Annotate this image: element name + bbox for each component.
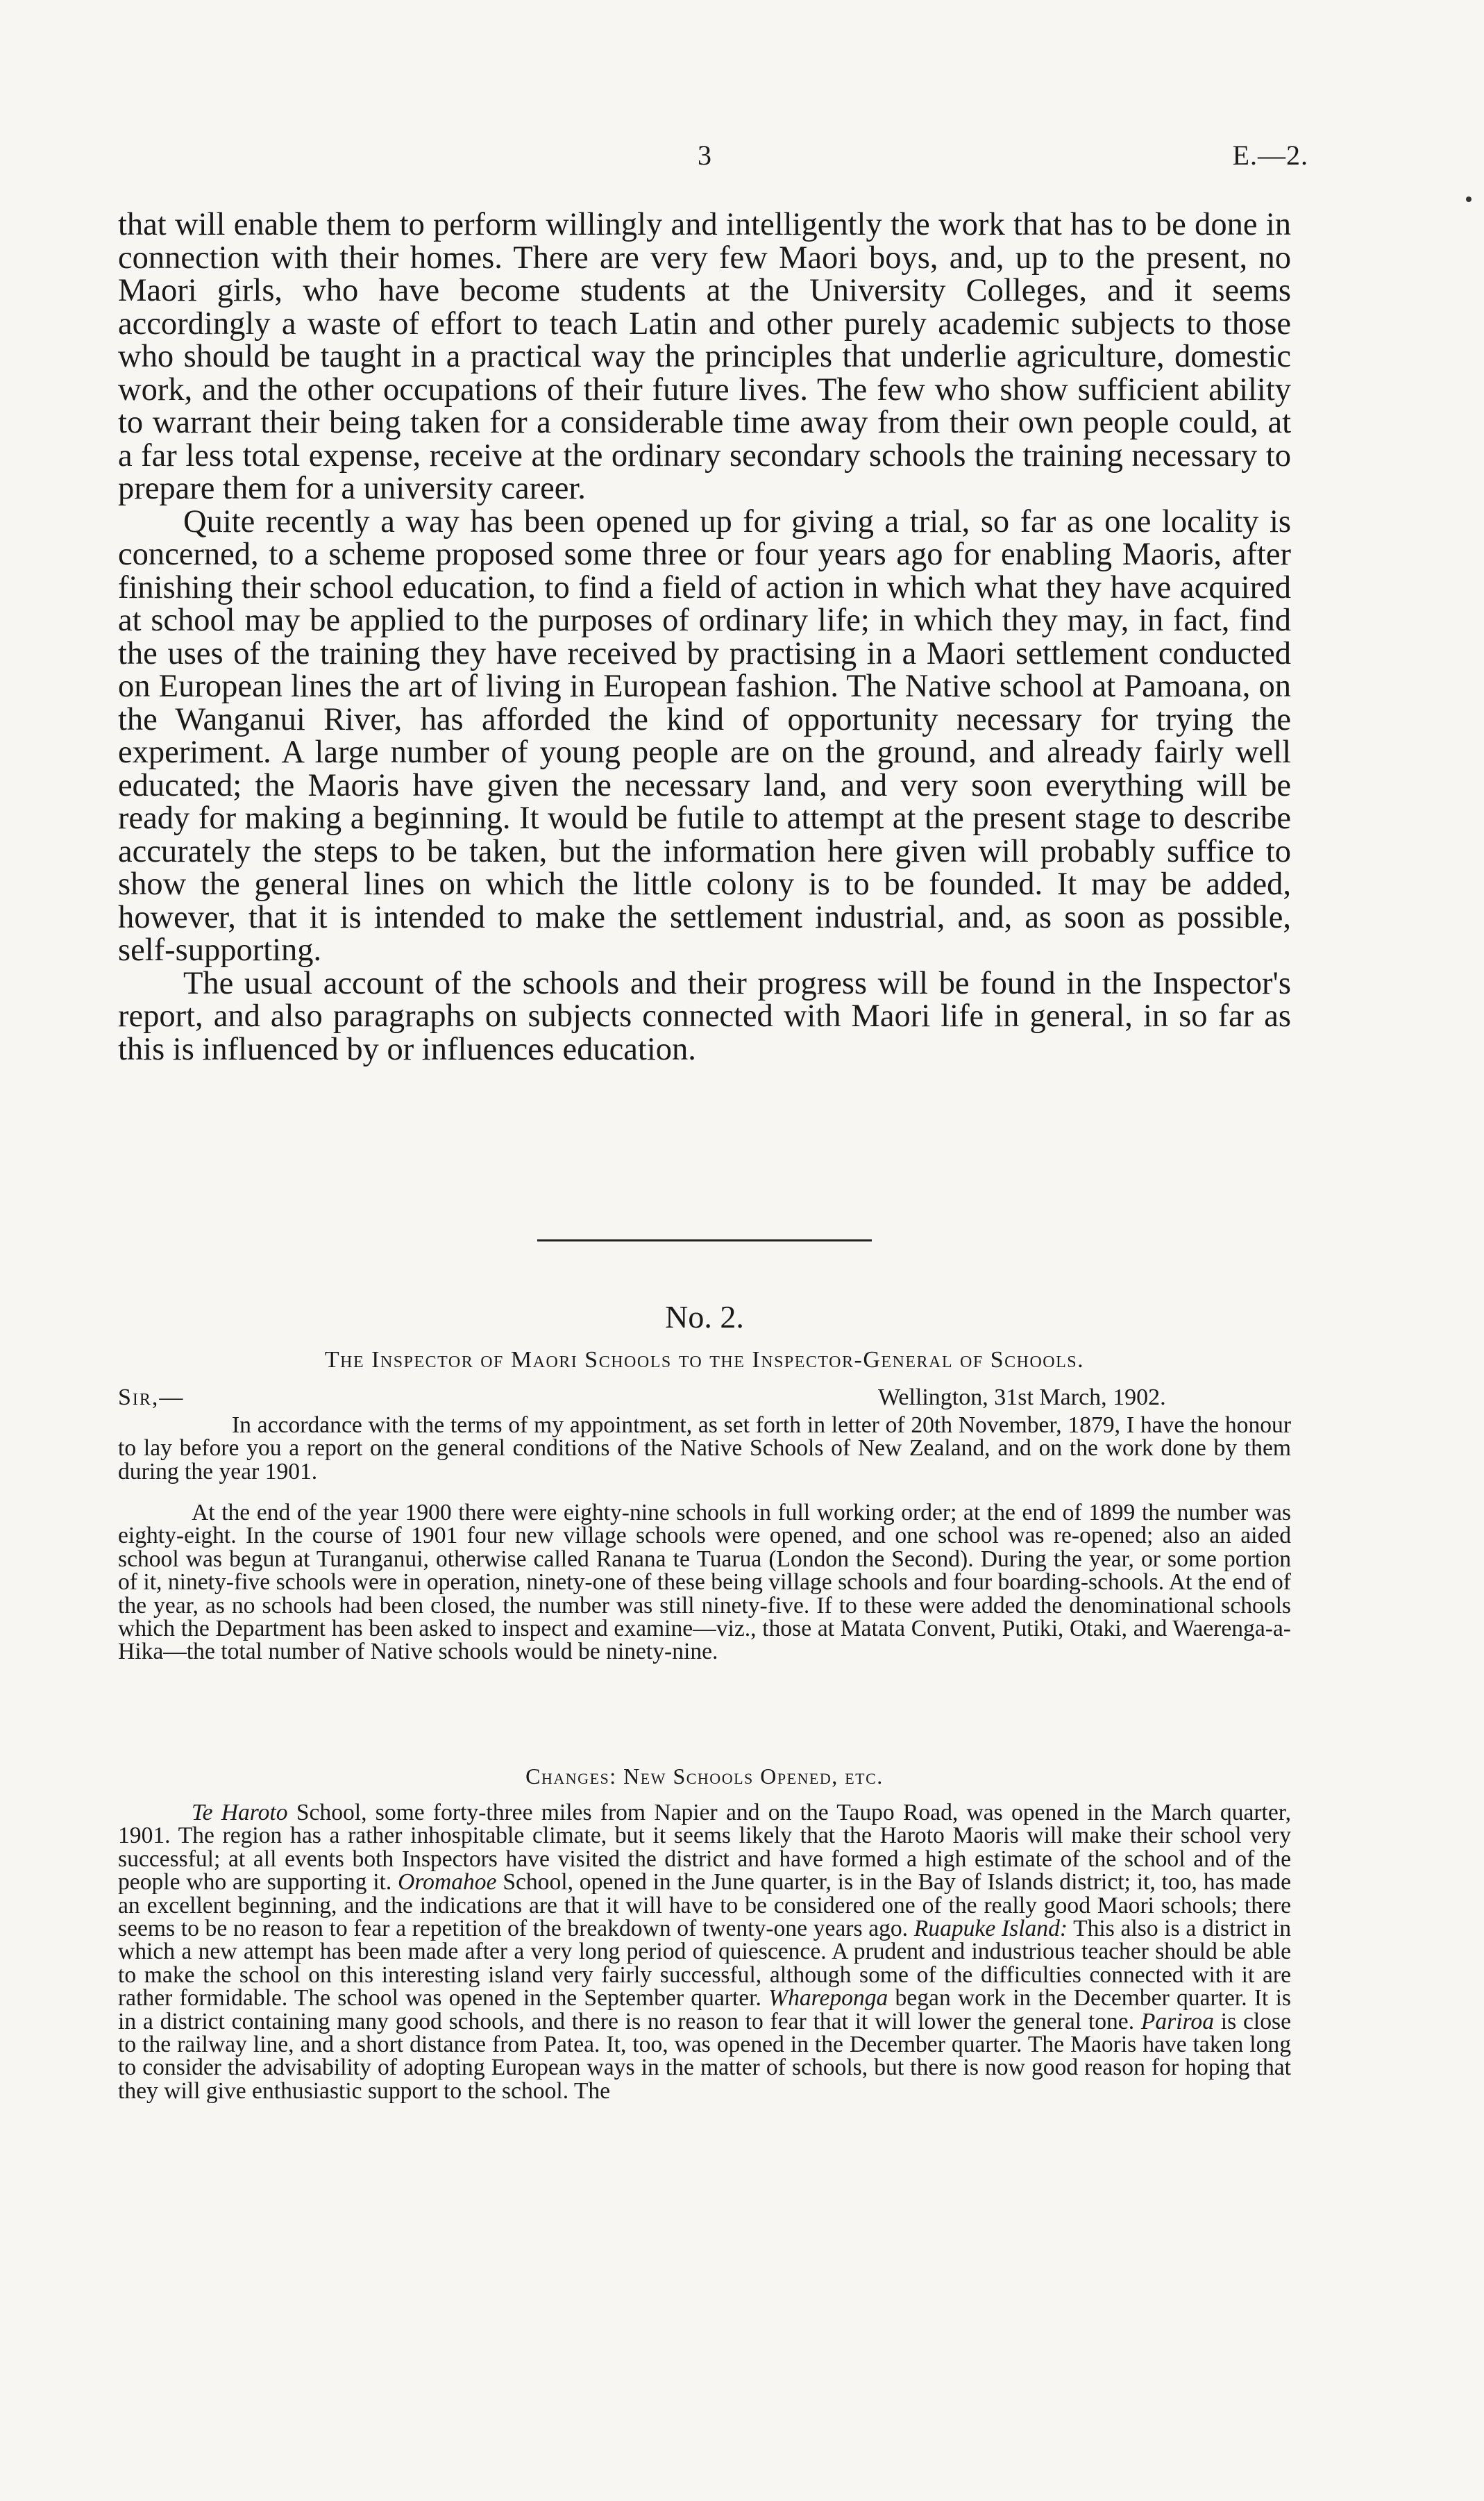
dateline: Wellington, 31st March, 1902. [878,1385,1166,1410]
changes-text-1: School, some forty-three miles from Napier and on the Taupo Road, was opened in the March quarter, 1901. The region has a rather inhospitable climate, but it seems likely that the Haroto Maoris will make their school very successful; at all events both Inspectors have visited the district and have formed a high estimate of the school and of the people who are supporting it. [118,1800,1291,1896]
changes-text-2: School, opened in the June quarter, is in the Bay of Islands district; it, too, has made an excellent beginning, and the indications are that it will have to be considered one of the really good Maori schools; there seems to be no reason to fear a repetition of the breakdown of twenty-one years ago. [118,1869,1291,1942]
salutation: Sir,— [118,1385,185,1410]
margin-speck [1466,196,1472,202]
document-page [118,0,1308,2104]
intro-paragraph-3: The usual account of the schools and their progress will be found in the Inspector's report, and also paragraphs on subjects connected with Maori life in general, in so far as this is influenced by or influences education. [118,965,1291,1067]
intro-paragraph-1: that will enable them to perform willingly and intelligently the work that has to be done in connection with their homes. There are very few Maori boys, and, up to the present, no Maori girls, who have become students at the University Colleges, and it seems accordingly a waste of effort to teach Latin and other purely academic subjects to those who should be taught in a practical way the principles that underlie agriculture, domestic work, and the other occupations of their future lives. The few who show sufficient ability to warrant their being taken for a considerable time away from their own people could, at a far less total expense, receive at the ordinary secondary schools the training necessary to prepare them for a university career. [118,207,1291,506]
changes-heading: Changes: New Schools Opened, etc. [525,1764,884,1789]
letter-paragraph-block-1 [118,1414,1291,1483]
letter-header [118,1385,1291,1412]
intro-paragraph-2: Quite recently a way has been opened up for giving a trial, so far as one locality is concerned, to a scheme proposed some three or four years ago for enabling Maoris, after finishing their school education, to find a field of action in which what they have acquired at school may be applied to the purposes of ordinary life; in which they may, in fact, find the uses of the training they have received by practising in a Maori settlement conducted on European lines the art of living in European fashion. The Native school at Pamoana, on the Wanganui River, has afforded the kind of opportunity necessary for trying the experiment. A large number of young people are on the ground, and already fairly well educated; the Maoris have given the necessary land, and very soon everything will be ready for making a beginning. It would be futile to attempt at the present stage to describe accurately the steps to be taken, but the information here given will probably suffice to show the general lines on which the little colony is to be founded. It may be added, however, that it is intended to make the settlement industrial, and, as soon as possible, self-supporting. [118,503,1291,968]
changes-text-3: This also is a district in which a new attempt has been made after a very long period of quiescence. A prudent and industrious teacher should be able to make the school on this interesting island very fairly successful, although some of the difficulties connected with it are rather formidable. The school was opened in the September quarter. [118,1916,1292,2011]
page-number: 3 [698,140,711,171]
letter-paragraph-1: In accordance with the terms of my appointment, as set forth in letter of 20th November, 1879, I have the honour to lay before you a report on the general conditions of the Native Schools of New Zealand, and on the work done by them during the year 1901. [118,1412,1291,1484]
intro-text [118,208,1291,1066]
changes-text-4: began work in the December quarter. It is in a district containing many good schools, and there is no reason to fear that it will lower the general tone. [118,1985,1291,2034]
changes-text-5: is close to the railway line, and a short distance from Patea. It, too, was opened in the December quarter. The Maoris have taken long to consider the advisability of adopting European ways in the matter of schools, but there is now good reason for hoping that they will give enthusiastic support to the school. The [118,2008,1291,2104]
letter-paragraph-2: At the end of the year 1900 there were eighty-nine schools in full working order; at the end of 1899 the number was eighty-eight. In the course of 1901 four new village schools were opened, and one school was re-opened; also an aided school was begun at Turanganui, otherwise called Ranana te Tuarua (London the Second). During the year, or some portion of it, ninety-five schools were in operation, ninety-one of these being village schools and four boarding-schools. At the end of the year, as no schools had been closed, the number was still ninety-five. If to these were added the denominational schools which the Department has been asked to inspect and examine—viz., those at Matata Convent, Putiki, Otaki, and Waerenga-a-Hika—the total number of Native schools would be ninety-nine. [118,1500,1291,1665]
school-name-te-haroto: Te Haroto [192,1800,288,1825]
letter-paragraph-block-2 [118,1501,1291,1664]
section-title: The Inspector of Maori Schools to the Inspector-General of Schools. [324,1347,1085,1373]
school-name-oromahoe: Oromahoe [398,1869,497,1896]
changes-paragraph [118,1801,1291,2102]
school-name-ruapuke: Ruapuke Island: [913,1916,1068,1942]
section-number: No. 2. [665,1299,744,1335]
school-name-pariroa: Pariroa [1140,2008,1214,2034]
school-name-whareponga: Whareponga [768,1985,888,2011]
page-reference: E.—2. [1232,140,1308,171]
changes-text [118,1801,1291,2102]
page-header [118,0,1308,187]
section-divider [537,1239,872,1241]
